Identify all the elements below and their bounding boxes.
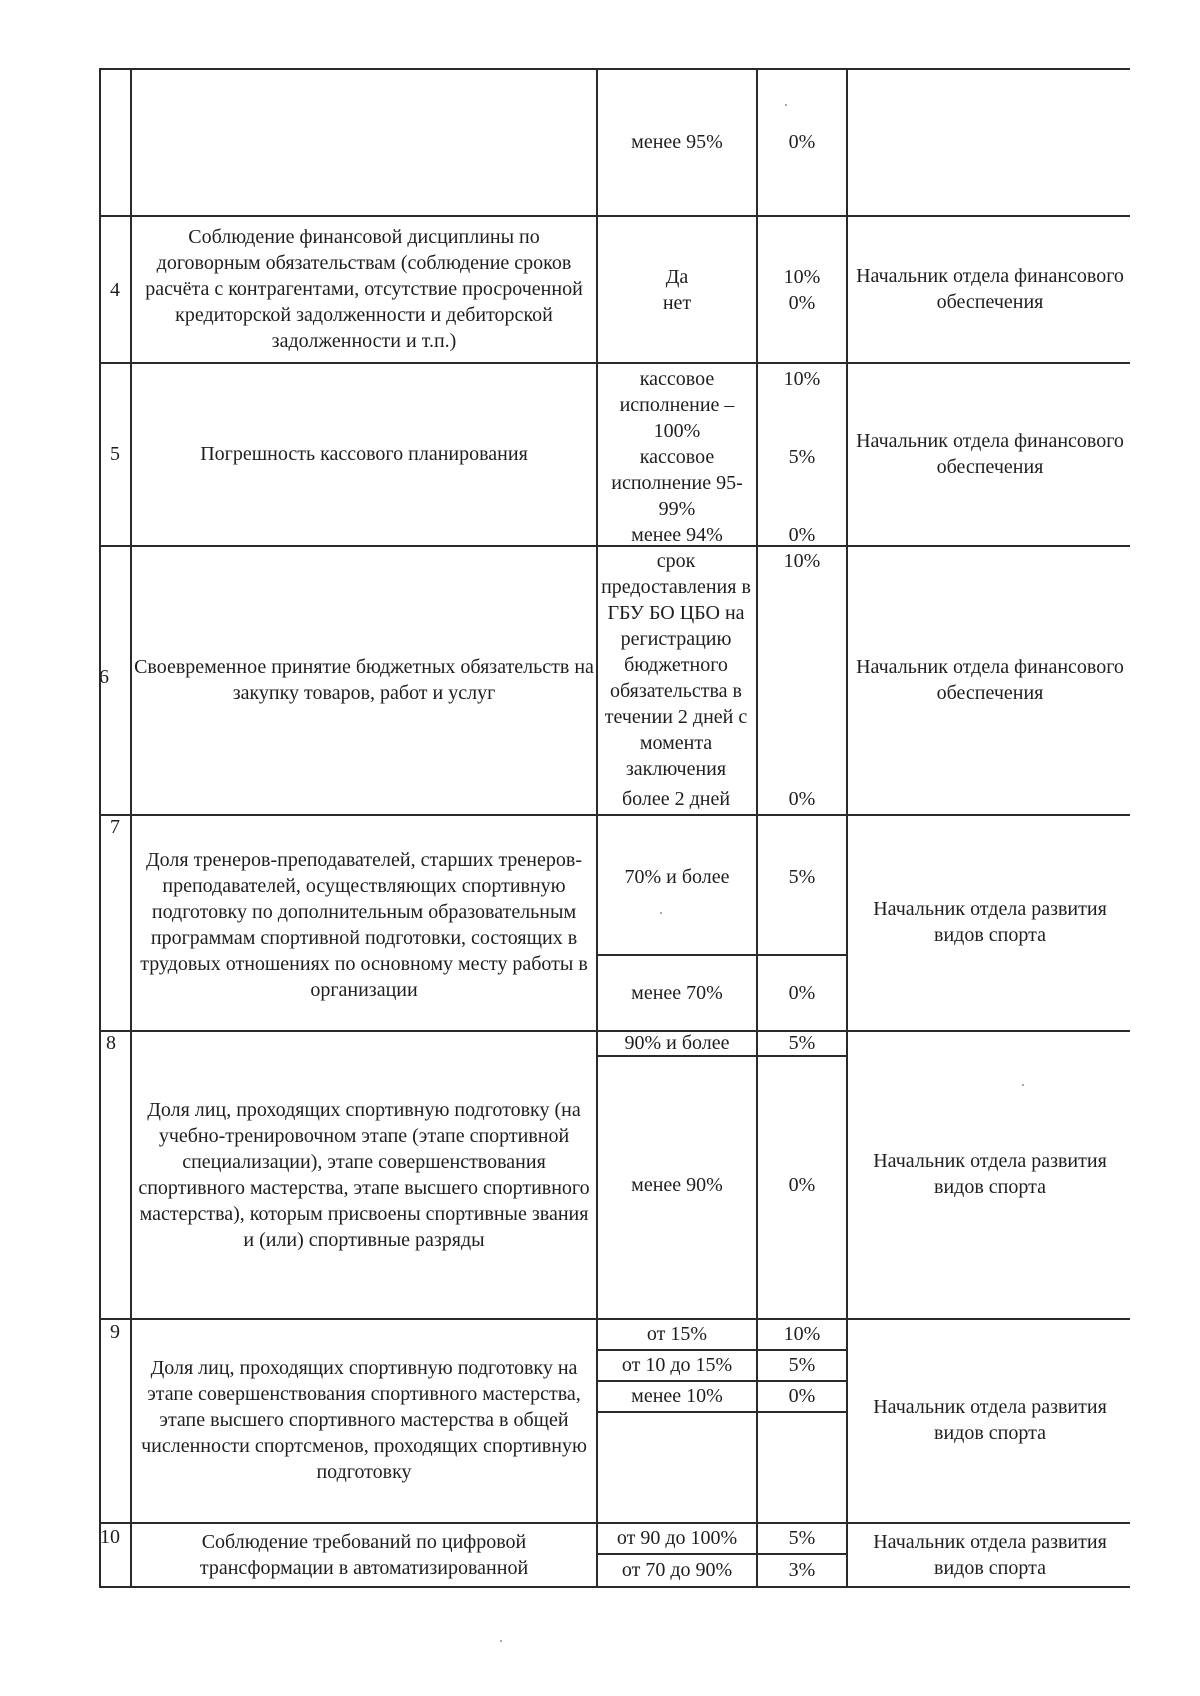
row-number: 4 [110, 279, 120, 301]
row-number: 6 [99, 666, 109, 688]
level-cell: менее 10% [631, 1384, 723, 1407]
criterion-cell: Соблюдение финансовой дисциплины по договорным обязательствам (соблюдение сроков расчёта с контрагентами, отсутствие просроченной кредиторской задолженности и дебиторской задолженности и т.п.) [145, 225, 583, 352]
points-cell: 0% [788, 292, 816, 314]
responsible-cell: Начальник отдела финансового обеспечения [856, 429, 1124, 478]
level-cell: срок предоставления в ГБУ БО ЦБО на регистрацию бюджетного обязательства в течении 2 дней с момента заключения [601, 550, 751, 780]
responsible-cell: Начальник отдела развития видов спорта [873, 1150, 1107, 1198]
criterion-cell: Соблюдение требований по цифровой трансформации в автоматизированной [199, 1531, 529, 1579]
level-cell: от 70 до 90% [621, 1558, 733, 1581]
points-cell: 10% [783, 266, 821, 288]
level-cell: кассовое исполнение – 100% [619, 368, 735, 442]
points-cell: 0% [788, 982, 816, 1004]
level-cell: 90% и более [624, 1031, 730, 1054]
row-number: 9 [110, 1321, 120, 1343]
level-cell: более 2 дней [621, 788, 731, 810]
level-cell: Да [665, 266, 689, 288]
points-cell: 5% [788, 446, 816, 468]
scan-speck [500, 1640, 502, 1642]
criterion-cell: Погрешность кассового планирования [200, 442, 528, 465]
scan-speck [1022, 1084, 1024, 1086]
criterion-cell: Своевременное принятие бюджетных обязательств на закупку товаров, работ и услуг [134, 655, 594, 704]
points-cell: 0% [788, 1384, 816, 1407]
points-cell: 0% [788, 130, 816, 153]
points-cell: 0% [788, 524, 816, 546]
scan-speck [785, 104, 787, 106]
responsible-cell: Начальник отдела финансового обеспечения [856, 264, 1124, 313]
row-number: 7 [110, 816, 120, 838]
level-cell: кассовое исполнение 95-99% [611, 446, 743, 520]
level-cell: от 15% [646, 1322, 708, 1345]
criterion-cell: Доля лиц, проходящих спортивную подготовку на этапе совершенствования спортивного мастерства, этапе высшего спортивного мастерства в общей численности спортсменов, проходящих спортивную подготовку [141, 1357, 587, 1483]
level-cell: 70% и более [624, 866, 730, 888]
points-cell: 5% [788, 1526, 816, 1549]
points-cell: 0% [788, 1174, 816, 1196]
criterion-cell: Доля тренеров-преподавателей, старших тренеров-преподавателей, осуществляющих спортивную подготовку по дополнительным образовательным программам спортивной подготовки, состоящих в трудовых отношениях по основному месту работы в организации [140, 849, 588, 1001]
level-cell: от 10 до 15% [621, 1353, 733, 1376]
points-cell: 10% [783, 1322, 821, 1345]
responsible-cell: Начальник отдела финансового обеспечения [856, 655, 1124, 704]
level-cell: менее 70% [631, 982, 723, 1004]
points-cell: 10% [783, 368, 821, 390]
responsible-cell: Начальник отдела развития видов спорта [873, 898, 1107, 946]
level-cell: менее 90% [631, 1174, 723, 1196]
level-cell: от 90 до 100% [616, 1526, 738, 1549]
responsible-cell: Начальник отдела развития видов спорта [873, 1531, 1107, 1579]
criterion-cell: Доля лиц, проходящих спортивную подготовку (на учебно-тренировочном этапе (этапе спортивной специализации), этапе совершенствования спортивного мастерства, этапе высшего спортивного мастерства), которым присвоены спортивные звания и (или) спортивные разряды [138, 1099, 590, 1251]
points-cell: 5% [788, 866, 816, 888]
row-number: 10 [100, 1526, 120, 1548]
row-number: 8 [106, 1032, 116, 1054]
row-number: 5 [110, 443, 120, 465]
level-cell: нет [662, 292, 692, 314]
level-cell: менее 95% [631, 130, 723, 153]
scan-speck [660, 912, 662, 914]
points-cell: 5% [788, 1031, 816, 1054]
level-cell: менее 94% [631, 524, 723, 546]
points-cell: 3% [788, 1558, 816, 1581]
points-cell: 0% [788, 788, 816, 810]
points-cell: 10% [783, 550, 821, 572]
responsible-cell: Начальник отдела развития видов спорта [873, 1396, 1107, 1444]
points-cell: 5% [788, 1353, 816, 1376]
